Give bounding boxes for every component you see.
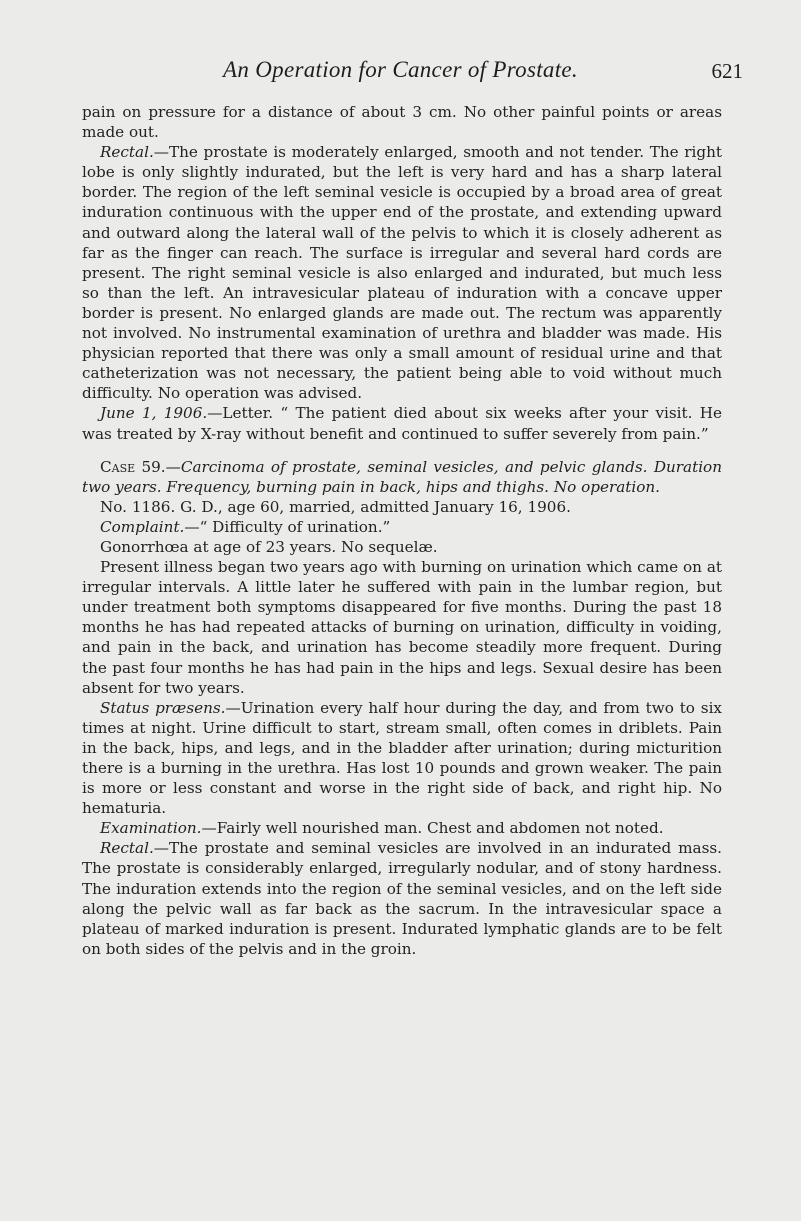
paragraph-rectal-findings	[82, 838, 722, 959]
paragraph-present-illness: Present illness began two years ago with burning on urination which came on at irregular intervals. A little later he suffered with pain in the lumbar region, but under treatment both symptoms disappeared for five months. During the past 18 months he has had repeated attacks of burning on urination, difficulty in voiding, and pain in the back, and urination has become steadily more frequent. During the past four months he has had pain in the hips and legs. Sexual desire has been absent for two years.	[82, 558, 722, 697]
case-title: —Carcinoma of prostate, seminal vesicles, and pelvic glands. Duration two years. Frequency, burning pain in back, hips and thighs. No operation.	[82, 457, 722, 496]
case-heading	[82, 457, 722, 497]
running-title: An Operation for Cancer of Prostate.	[223, 57, 578, 82]
label-june-date: June 1, 1906.	[100, 404, 208, 423]
label-status-praesens: Status præsens.	[100, 698, 226, 717]
paragraph-status-praesens	[82, 698, 722, 819]
text-examination: —Fairly well nourished man. Chest and abdomen not noted.	[201, 819, 664, 838]
case-number-label: Case 59.	[100, 457, 166, 476]
paragraph-pain-pressure: pain on pressure for a distance of about 3 cm. No other painful points or areas made out.	[82, 103, 722, 142]
body-text	[82, 102, 722, 959]
paragraph-examination	[82, 818, 722, 838]
paragraph-june-letter	[82, 403, 722, 443]
text-rectal: —The prostate is moderately enlarged, smooth and not tender. The right lobe is only slightly indurated, but the left is very hard and has a sharp lateral border. The region of the left seminal vesicle is occupied by a broad area of great induration continuous with the upper end of the prostate, and extending upward and outward along the lateral wall of the pelvis to which it is closely adherent as far as the finger can reach. The surface is irregular and several hard cords are present. The right seminal vesicle is also enlarged and indurated, but much less so than the left. An intravesicular plateau of induration with a concave upper border is present. No enlarged glands are made out. The rectum was apparently not involved. No instrumental examination of urethra and bladder was made. His physician reported that there was only a small amount of residual urine and that catheterization was not necessary, the patient being able to void without much difficulty. No operation was advised.	[82, 143, 722, 403]
text-complaint: —“ Difficulty of urination.”	[184, 517, 391, 536]
paragraph-complaint	[82, 517, 722, 537]
text-rectal-findings: —The prostate and seminal vesicles are involved in an indurated mass. The prostate is considerably enlarged, irregularly nodular, and of stony hardness. The induration extends into the region of the seminal vesicles, and on the left side along the pelvic wall as far back as the sacrum. In the intravesicular space a plateau of marked induration is present. Indurated lymphatic glands are to be felt on both sides of the pelvis and in the groin.	[82, 839, 722, 958]
paragraph-history: Gonorrhœa at age of 23 years. No sequelæ.	[100, 537, 438, 556]
paragraph-admission: No. 1186. G. D., age 60, married, admitted January 16, 1906.	[100, 497, 571, 516]
label-rectal: Rectal.	[100, 143, 154, 162]
text-june-letter: —Letter. “ The patient died about six weeks after your visit. He was treated by X-ray without benefit and continued to suffer severely from pain.”	[82, 404, 722, 443]
running-head	[0, 57, 801, 87]
label-rectal-2: Rectal.	[100, 839, 154, 858]
paragraph-rectal-exam	[82, 142, 722, 403]
page-number: 621	[711, 59, 743, 83]
label-complaint: Complaint.	[100, 517, 185, 536]
text-status-praesens: —Urination every half hour during the day, and from two to six times at night. Urine difficult to start, stream small, often comes in driblets. Pain in the back, hips, and legs, and in the bladder after urination; during micturition there is a burning in the urethra. Has lost 10 pounds and grown weaker. The pain is more or less constant and worse in the right side of back, and right hip. No hematuria.	[82, 698, 722, 818]
label-examination: Examination.	[100, 819, 202, 838]
